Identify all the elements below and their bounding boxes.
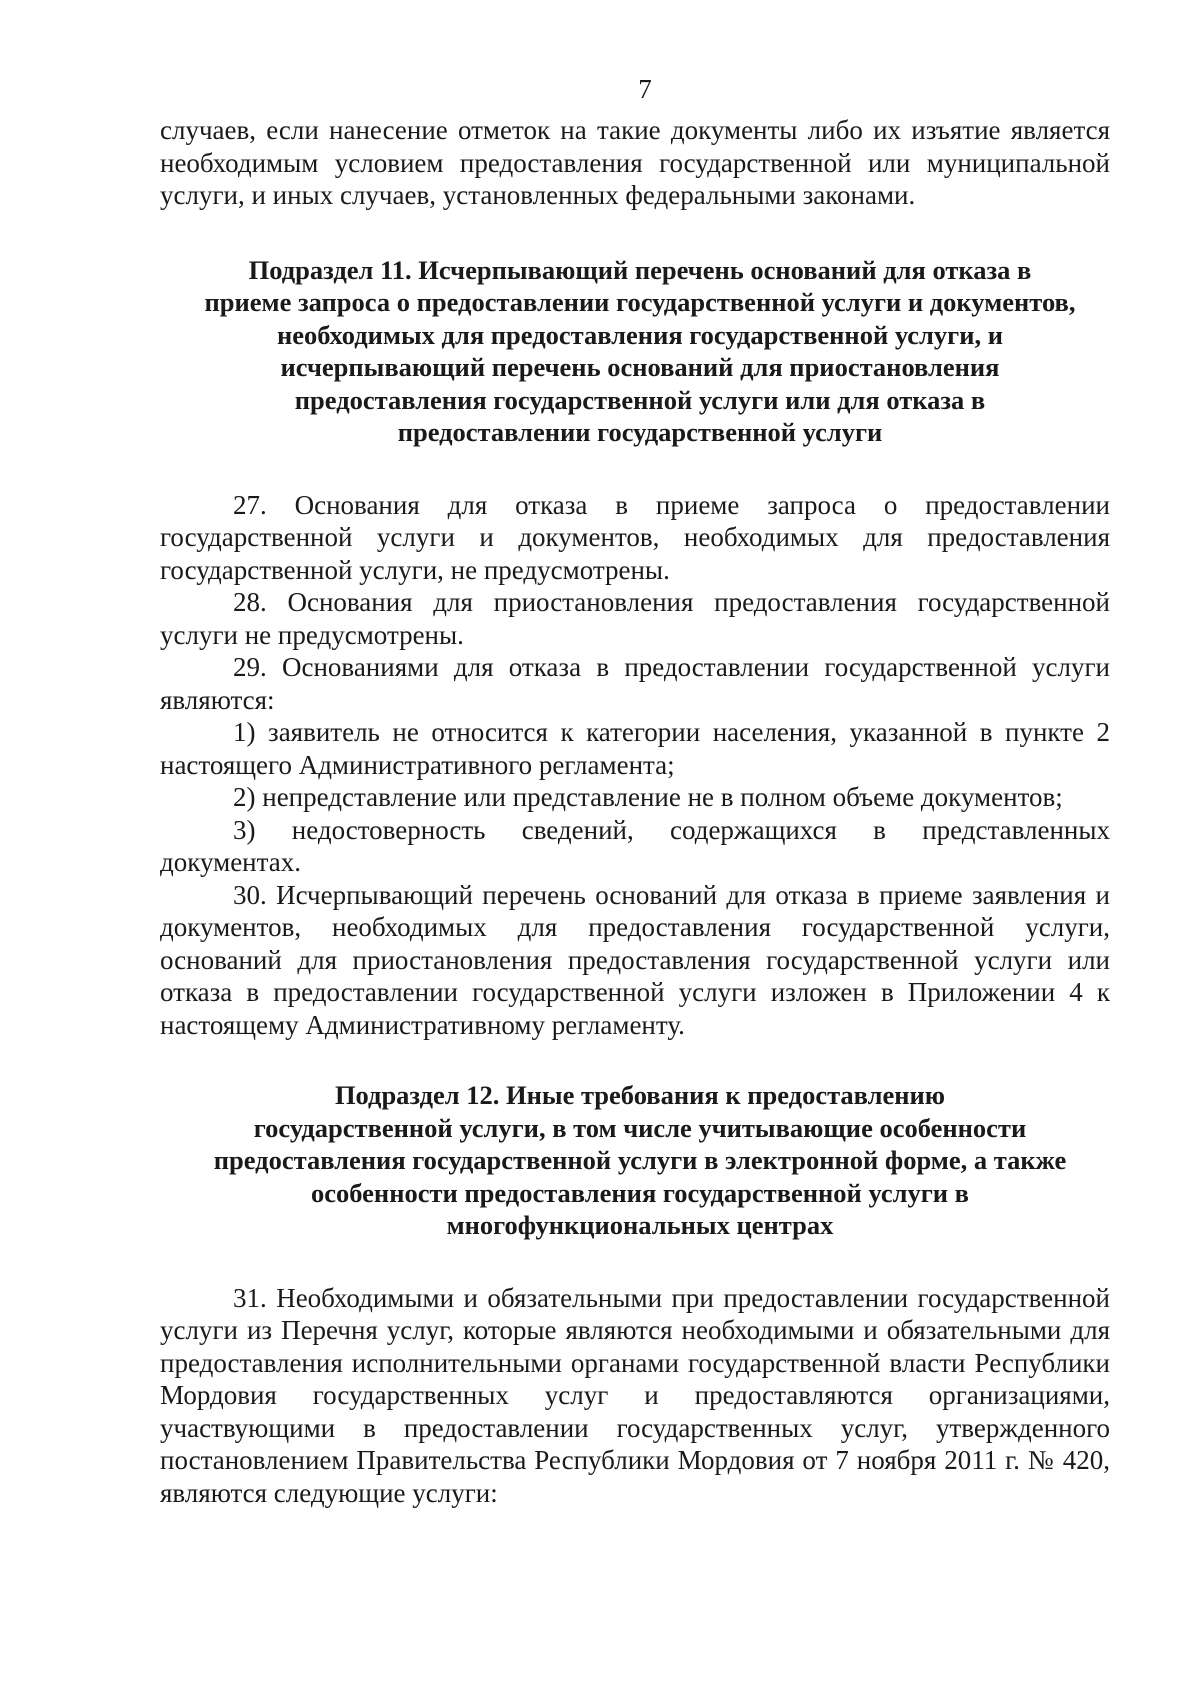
list-item-3: 3) недостоверность сведений, содержащихся в представленных документах. [160, 814, 1110, 877]
paragraph-27: 27. Основания для отказа в приеме запроса о предоставлении государственной услуги и документов, необходимых для предоставления государственной услуги, не предусмотрены. [160, 489, 1110, 585]
heading-line: государственной услуги, в том числе учитывающие особенности [253, 1112, 1027, 1143]
list-item-2: 2) непредставление или представление не в полном объеме документов; [233, 782, 1063, 812]
spacer [160, 1041, 1110, 1079]
paragraph-28: 28. Основания для приостановления предоставления государственной услуги не предусмотрены. [160, 587, 1110, 650]
heading-line: особенности предоставления государственной услуги в [311, 1177, 969, 1208]
paragraph-30: 30. Исчерпывающий перечень оснований для отказа в приеме заявления и документов, необходимых для предоставления государственной услуги, оснований для приостановления предоставления государственной услуги или отказа в предоставлении государственной услуги изложен в Приложении 4 к настоящему Административному регламенту. [160, 879, 1110, 1040]
spacer [160, 212, 1110, 254]
heading-line: предоставления государственной услуги в электронной форме, а также [213, 1145, 1067, 1175]
heading-line: приеме запроса о предоставлении государственной услуги и документов, [204, 287, 1076, 317]
paragraph-29: 29. Основаниями для отказа в предоставлении государственной услуги являются: [160, 652, 1110, 715]
document-page [160, 72, 1110, 1509]
spacer [160, 1242, 1110, 1282]
heading-line: исчерпывающий перечень оснований для приостановления [280, 352, 1000, 382]
heading-line: Подраздел 12. Иные требования к предоставлению [334, 1080, 946, 1110]
heading-line: предоставления государственной услуги или для отказа в [294, 384, 986, 415]
heading-line: многофункциональных центрах [446, 1210, 834, 1240]
heading-line: необходимых для предоставления государственной услуги, и [277, 319, 1003, 350]
page-number: 7 [638, 74, 652, 104]
list-item-1: 1) заявитель не относится к категории населения, указанной в пункте 2 настоящего Административного регламента; [160, 717, 1110, 780]
heading-line: предоставлении государственной услуги [397, 417, 883, 447]
spacer [160, 449, 1110, 489]
paragraph-31: 31. Необходимыми и обязательными при предоставлении государственной услуги из Перечня услуг, которые являются необходимыми и обязательными для предоставления исполнительными органами государственной власти Республики Мордовия государственных услуг и предоставляются организациями, участвующими в предоставлении государственных услуг, утвержденного постановлением Правительства Республики Мордовия от 7 ноября 2011 г. № 420, являются следующие услуги: [160, 1282, 1110, 1508]
heading-line: Подраздел 11. Исчерпывающий перечень оснований для отказа в [248, 254, 1032, 285]
section-12-heading [160, 1079, 1110, 1242]
section-11-heading [160, 254, 1110, 449]
intro-paragraph: случаев, если нанесение отметок на такие документы либо их изъятие является необходимым условием предоставления государственной или муниципальной услуги, и иных случаев, установленных федеральными законами. [160, 115, 1110, 210]
